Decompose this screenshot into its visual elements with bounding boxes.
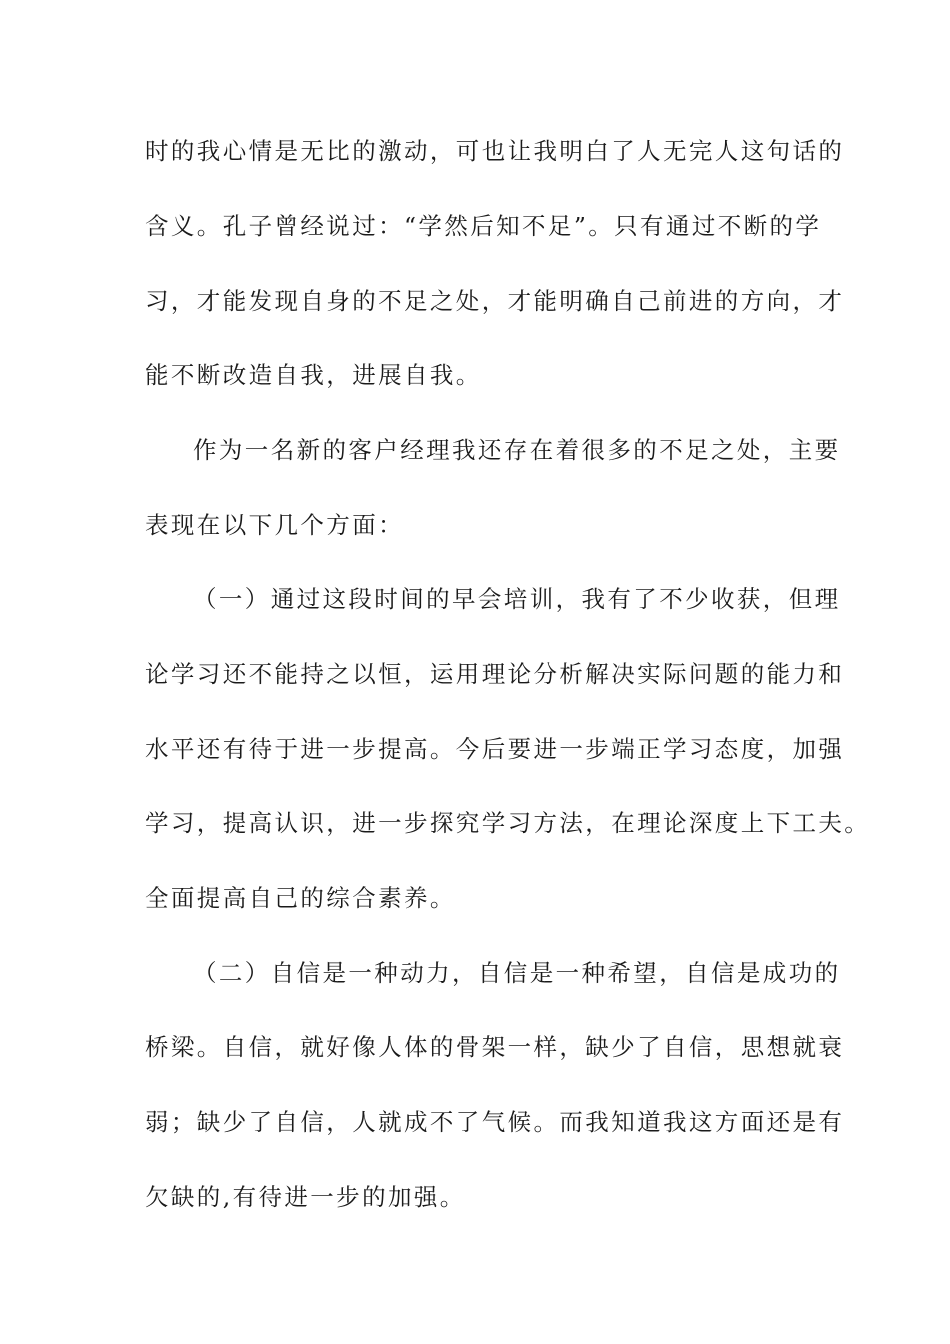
paragraph-line: 桥梁。自信，就好像人体的骨架一样，缺少了自信，思想就衰 [145, 1033, 845, 1061]
paragraph-line: 弱；缺少了自信，人就成不了气候。而我知道我这方面还是有 [145, 1108, 845, 1136]
paragraph-line: （二）自信是一种动力，自信是一种希望，自信是成功的 [193, 959, 841, 987]
paragraph-line: 时的我心情是无比的激动，可也让我明白了人无完人这句话的 [145, 137, 845, 165]
paragraph-line: 含义。孔子曾经说过：“学然后知不足”。只有通过不断的学 [145, 212, 822, 240]
paragraph-line: 全面提高自己的综合素养。 [145, 884, 456, 912]
paragraph-line: （一）通过这段时间的早会培训，我有了不少收获，但理 [193, 585, 841, 613]
paragraph-line: 欠缺的,有待进一步的加强。 [145, 1183, 466, 1211]
paragraph-line: 学习，提高认识，进一步探究学习方法，在理论深度上下工夫。 [145, 809, 871, 837]
paragraph-line: 作为一名新的客户经理我还存在着很多的不足之处，主要 [193, 436, 841, 464]
paragraph-line: 水平还有待于进一步提高。今后要进一步端正学习态度，加强 [145, 735, 845, 763]
paragraph-line: 表现在以下几个方面： [145, 511, 404, 539]
paragraph-line: 习，才能发现自身的不足之处，才能明确自己前进的方向，才 [145, 287, 845, 315]
paragraph-line: 论学习还不能持之以恒，运用理论分析解决实际问题的能力和 [145, 660, 845, 688]
paragraph-line: 能不断改造自我，进展自我。 [145, 361, 482, 389]
